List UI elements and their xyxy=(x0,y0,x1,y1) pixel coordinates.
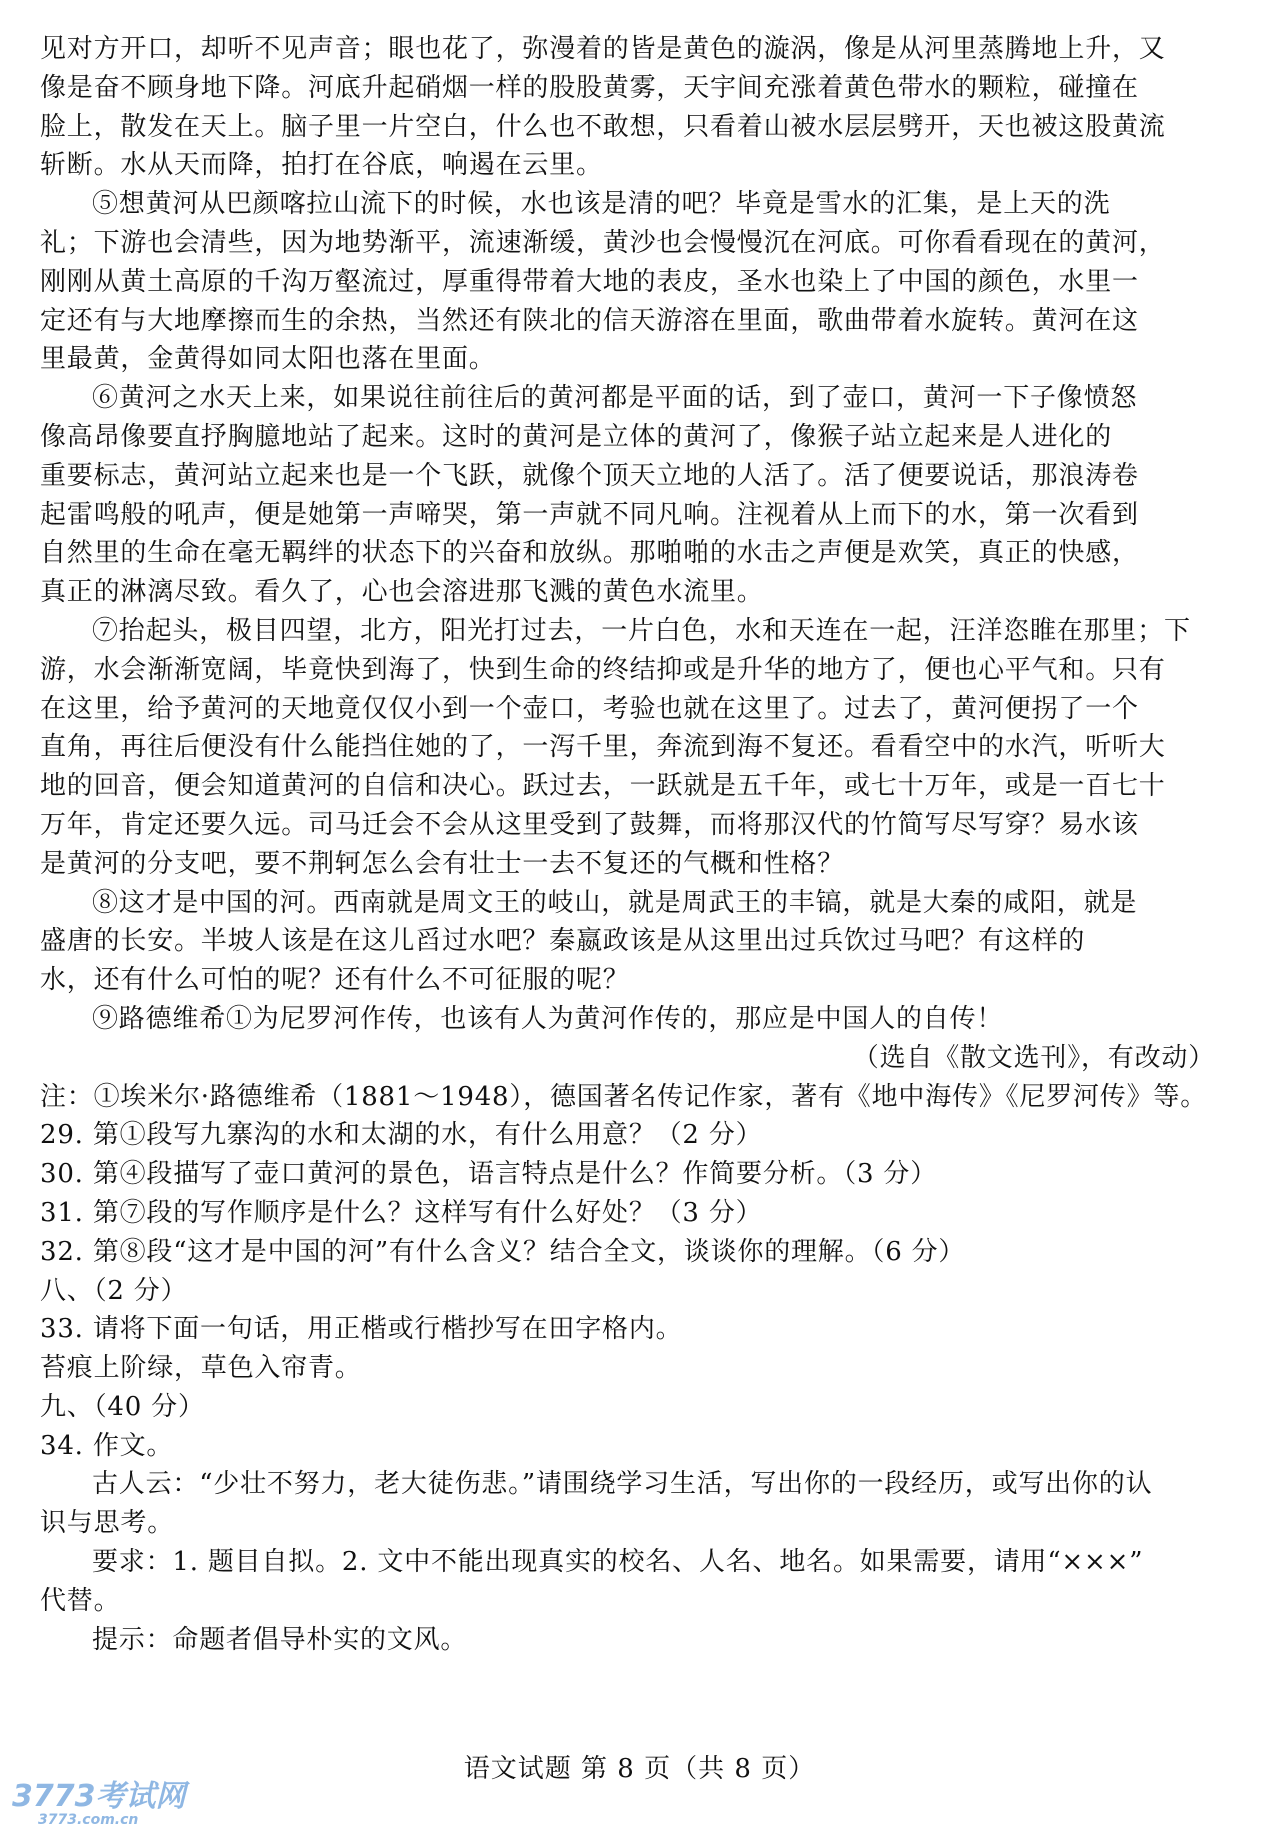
copy-sentence: 苔痕上阶绿，草色入帘青。 xyxy=(40,1353,362,1384)
watermark-url: 3773.com.cn xyxy=(38,1812,139,1828)
text-line: 在这里，给予黄河的天地竟仅仅小到一个壶口，考验也就在这里了。过去了，黄河便拐了一个 xyxy=(40,693,1139,724)
text-line: 礼；下游也会清些，因为地势渐平，流速渐缓，黄沙也会慢慢沉在河底。可你看看现在的黄河， xyxy=(40,227,1166,258)
text-line: 刚刚从黄土高原的千沟万壑流过，厚重得带着大地的表皮，圣水也染上了中国的颜色，水里一 xyxy=(40,266,1139,297)
text-line: 真正的淋漓尽致。看久了，心也会溶进那飞溅的黄色水流里。 xyxy=(40,577,764,608)
text-line: 识与思考。 xyxy=(40,1508,175,1539)
text-line: 游，水会渐渐宽阔，毕竟快到海了，快到生命的终结抑或是升华的地方了，便也心平气和。只有 xyxy=(40,654,1166,685)
text-line: 地的回音，便会知道黄河的自信和决心。跃过去，一跃就是五千年，或七十万年，或是一百七十 xyxy=(40,771,1166,802)
watermark-brand: 3773考试网 xyxy=(12,1779,186,1814)
section-9-heading: 九、（40 分） xyxy=(40,1391,205,1422)
text-line: 定还有与大地摩擦而生的余热，当然还有陕北的信天游溶在里面，歌曲带着水旋转。黄河在这 xyxy=(40,305,1139,336)
site-watermark xyxy=(12,1779,186,1828)
page-footer: 语文试题 第 8 页（共 8 页） xyxy=(463,1754,816,1784)
text-line: 重要标志，黄河站立起来也是一个飞跃，就像个顶天立地的人活了。活了便要说话，那浪涛卷 xyxy=(40,460,1139,491)
text-line: 水，还有什么可怕的呢？还有什么不可征服的呢？ xyxy=(40,965,630,996)
question-33: 33. 请将下面一句话，用正楷或行楷抄写在田字格内。 xyxy=(40,1314,683,1345)
question-31: 31. 第⑦段的写作顺序是什么？这样写有什么好处？（3 分） xyxy=(40,1197,763,1228)
text-line: 盛唐的长安。半坡人该是在这儿舀过水吧？秦嬴政该是从这里出过兵饮过马吧？有这样的 xyxy=(40,926,1086,957)
text-line: 直角，再往后便没有什么能挡住她的了，一泻千里，奔流到海不复还。看看空中的水汽，听听大 xyxy=(40,732,1166,763)
paragraph-8-start: ⑧这才是中国的河。西南就是周文王的岐山，就是周武王的丰镐，就是大秦的咸阳，就是 xyxy=(92,887,1138,918)
paragraph-7-start: ⑦抬起头，极目四望，北方，阳光打过去，一片白色，水和天连在一起，汪洋恣睢在那里；下 xyxy=(92,615,1191,646)
text-line: 起雷鸣般的吼声，便是她第一声啼哭，第一声就不同凡响。注视着从上而下的水，第一次看到 xyxy=(40,499,1139,530)
essay-requirements: 要求：1. 题目自拟。2. 文中不能出现真实的校名、人名、地名。如果需要，请用“×××” xyxy=(92,1547,1144,1578)
text-line: 脸上，散发在天上。脑子里一片空白，什么也不敢想，只看着山被水层层劈开，天也被这股黄流 xyxy=(40,111,1166,142)
source-citation: （选自《散文选刊》，有改动） xyxy=(852,1042,1215,1073)
paragraph-9-start: ⑨路德维希①为尼罗河作传，也该有人为黄河作传的，那应是中国人的自传！ xyxy=(92,1003,1004,1034)
text-line: 里最黄，金黄得如同太阳也落在里面。 xyxy=(40,344,496,375)
essay-prompt: 古人云：“少壮不努力，老大徒伤悲。”请围绕学习生活，写出你的一段经历，或写出你的认 xyxy=(92,1469,1153,1500)
text-line: 自然里的生命在毫无羁绊的状态下的兴奋和放纵。那啪啪的水击之声便是欢笑，真正的快感， xyxy=(40,538,1139,569)
essay-hint: 提示：命题者倡导朴实的文风。 xyxy=(92,1624,468,1655)
text-line: 是黄河的分支吧，要不荆轲怎么会有壮士一去不复还的气概和性格？ xyxy=(40,848,845,879)
paragraph-5-start: ⑤想黄河从巴颜喀拉山流下的时候，水也该是清的吧？毕竟是雪水的汇集，是上天的洗 xyxy=(92,189,1111,220)
paragraph-6-start: ⑥黄河之水天上来，如果说往前往后的黄河都是平面的话，到了壶口，黄河一下子像愤怒 xyxy=(92,383,1138,414)
question-30: 30. 第④段描写了壶口黄河的景色，语言特点是什么？作简要分析。（3 分） xyxy=(40,1159,938,1190)
text-line: 见对方开口，却听不见声音；眼也花了，弥漫着的皆是黄色的漩涡，像是从河里蒸腾地上升，又 xyxy=(40,34,1166,64)
text-line: 斩断。水从天而降，拍打在谷底，响遏在云里。 xyxy=(40,150,603,181)
text-line: 万年，肯定还要久远。司马迁会不会从这里受到了鼓舞，而将那汉代的竹简写尽写穿？易水该 xyxy=(40,809,1139,840)
question-32: 32. 第⑧段“这才是中国的河”有什么含义？结合全文，谈谈你的理解。（6 分） xyxy=(40,1236,966,1267)
text-line: 像是奋不顾身地下降。河底升起硝烟一样的股股黄雾，天宇间充涨着黄色带水的颗粒，碰撞在 xyxy=(40,72,1139,103)
question-29: 29. 第①段写九寨沟的水和太湖的水，有什么用意？（2 分） xyxy=(40,1120,763,1151)
text-line: 像高昂像要直抒胸臆地站了起来。这时的黄河是立体的黄河了，像猴子站立起来是人进化的 xyxy=(40,421,1113,452)
text-line: 代替。 xyxy=(40,1585,121,1616)
question-34: 34. 作文。 xyxy=(40,1430,174,1461)
section-8-heading: 八、（2 分） xyxy=(40,1275,188,1306)
footnote: 注：①埃米尔·路德维希（1881～1948），德国著名传记作家，著有《地中海传》《尼罗河传》等。 xyxy=(40,1081,1208,1112)
exam-page xyxy=(40,30,1215,1659)
